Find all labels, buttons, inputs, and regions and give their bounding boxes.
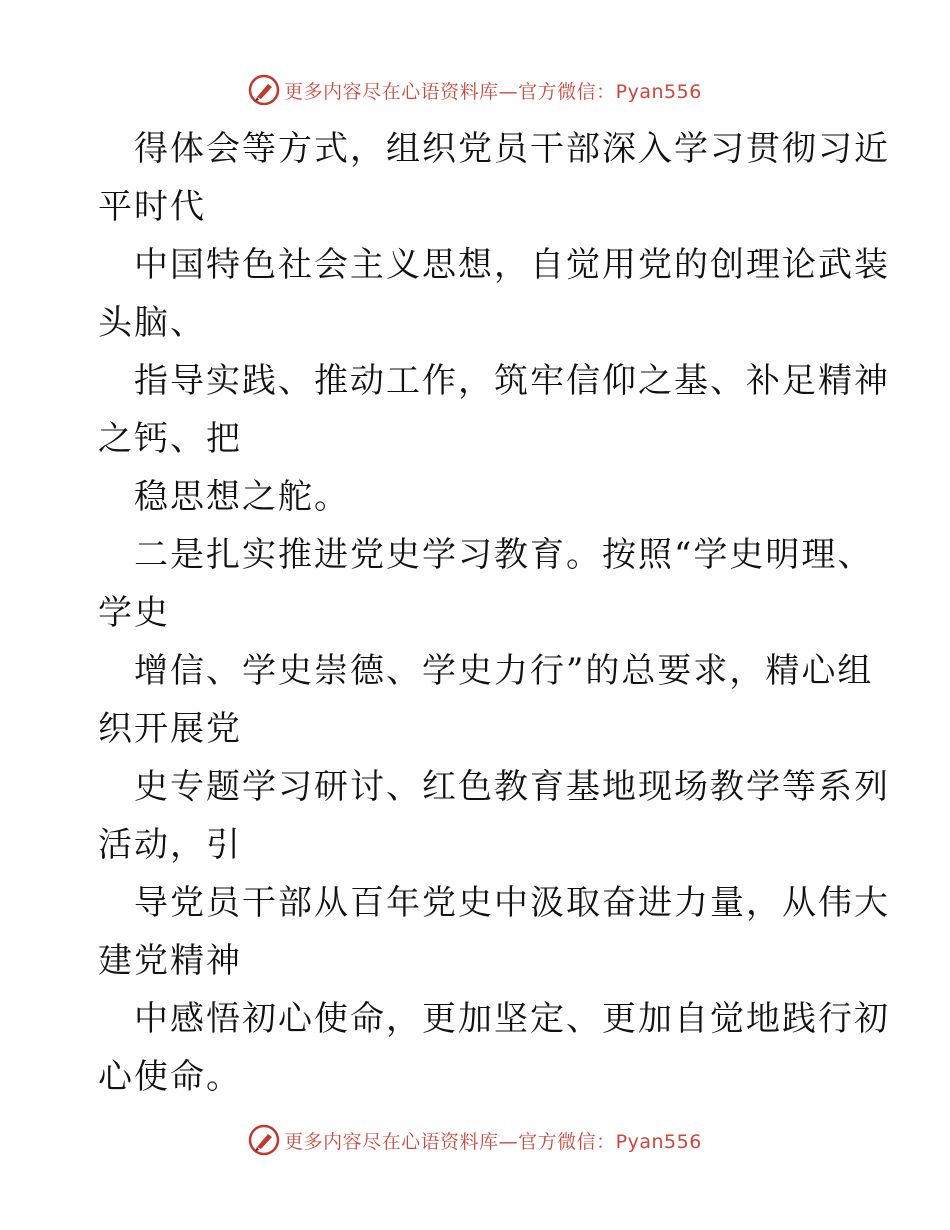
footer-watermark <box>0 1122 950 1158</box>
pen-logo-icon <box>248 1124 280 1156</box>
paragraph-line: 心使命。 <box>98 1057 242 1097</box>
paragraph-line: 史专题学习研讨、红色教育基地现场教学等系列 <box>134 767 890 807</box>
paragraph-line: 得体会等方式，组织党员干部深入学习贯彻习近 <box>134 129 890 169</box>
watermark-text: 更多内容尽在心语资料库—官方微信：Pyan556 <box>284 80 702 103</box>
watermark-text: 更多内容尽在心语资料库—官方微信：Pyan556 <box>284 1130 702 1153</box>
paragraph-line: 二是扎实推进党史学习教育。按照“学史明理、 <box>134 535 874 575</box>
paragraph-line: 中感悟初心使命，更加坚定、更加自觉地践行初 <box>134 999 890 1039</box>
paragraph-line: 建党精神 <box>98 941 242 981</box>
paragraph-line: 中国特色社会主义思想，自觉用党的创理论武装 <box>134 245 890 285</box>
paragraph-line: 之钙、把 <box>98 419 242 459</box>
paragraph-line: 增信、学史崇德、学史力行”的总要求，精心组 <box>134 651 874 691</box>
paragraph-line: 平时代 <box>98 187 206 227</box>
paragraph-line: 稳思想之舵。 <box>134 477 350 517</box>
document-body <box>98 120 890 1106</box>
paragraph-line: 织开展党 <box>98 709 242 749</box>
paragraph-line: 活动，引 <box>98 825 242 865</box>
paragraph-line: 指导实践、推动工作，筑牢信仰之基、补足精神 <box>134 361 890 401</box>
paragraph-line: 导党员干部从百年党史中汲取奋进力量，从伟大 <box>134 883 890 923</box>
paragraph-line: 头脑、 <box>98 303 206 343</box>
pen-logo-icon <box>248 74 280 106</box>
header-watermark <box>0 72 950 108</box>
paragraph-line: 学史 <box>98 593 170 633</box>
